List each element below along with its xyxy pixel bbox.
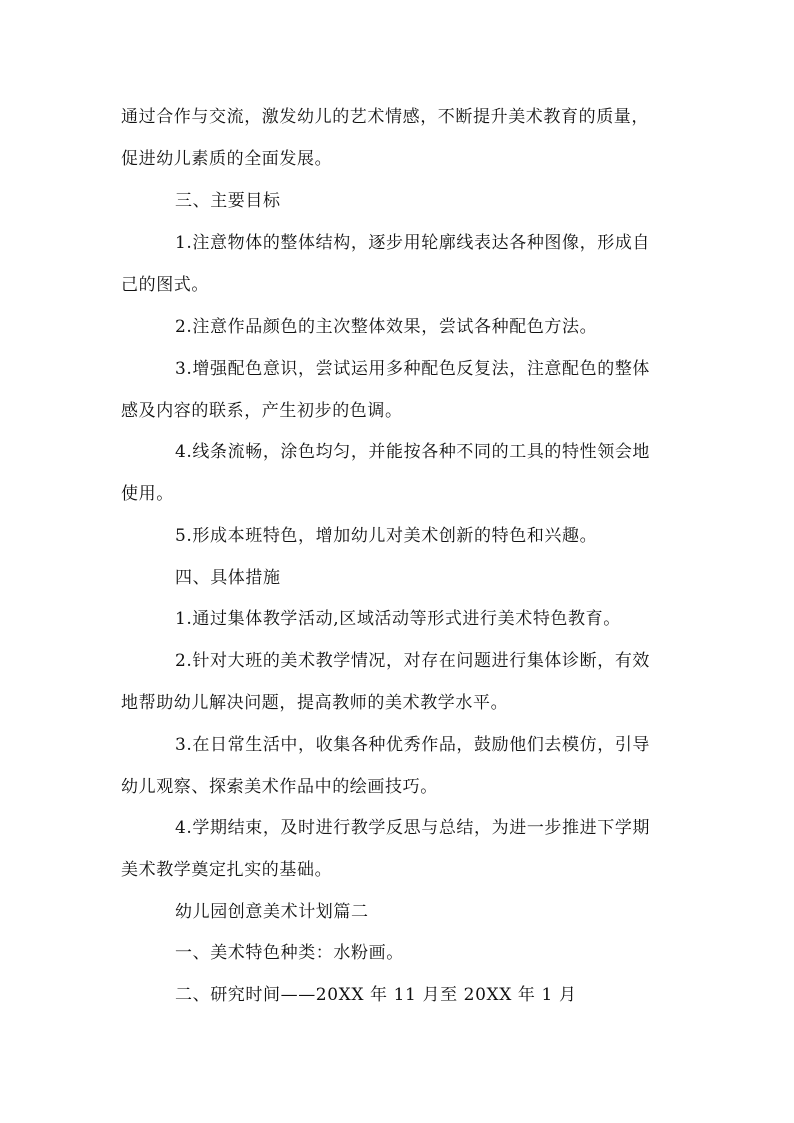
section-heading: 三、主要目标 <box>175 191 281 211</box>
paragraph-line: 己的图式。 <box>121 275 209 295</box>
paragraph-line: 2.针对大班的美术教学情况，对存在问题进行集体诊断，有效 <box>175 651 651 671</box>
paragraph-line: 感及内容的联系，产生初步的色调。 <box>121 401 403 421</box>
paragraph-line: 1.通过集体教学活动,区域活动等形式进行美术特色教育。 <box>175 609 621 629</box>
paragraph-line: 促进幼儿素质的全面发展。 <box>121 149 333 169</box>
paragraph-line: 通过合作与交流，激发幼儿的艺术情感，不断提升美术教育的质量， <box>121 107 649 127</box>
article-title: 幼儿园创意美术计划篇二 <box>175 902 369 922</box>
paragraph-line: 4.学期结束，及时进行教学反思与总结，为进一步推进下学期 <box>175 818 651 838</box>
paragraph-line: 2.注意作品颜色的主次整体效果，尝试各种配色方法。 <box>175 317 598 337</box>
paragraph-line: 地帮助幼儿解决问题，提高教师的美术教学水平。 <box>121 693 509 713</box>
section-heading: 四、具体措施 <box>175 568 281 588</box>
paragraph-line: 4.线条流畅，涂色均匀，并能按各种不同的工具的特性领会地 <box>175 442 651 462</box>
paragraph-line: 美术教学奠定扎实的基础。 <box>121 860 333 880</box>
paragraph-line: 1.注意物体的整体结构，逐步用轮廓线表达各种图像，形成自 <box>175 233 651 253</box>
section-heading: 二、研究时间——20XX 年 11 月至 20XX 年 1 月 <box>175 985 577 1005</box>
section-heading: 一、美术特色种类：水粉画。 <box>175 943 404 963</box>
paragraph-line: 使用。 <box>121 484 174 504</box>
paragraph-line: 幼儿观察、探索美术作品中的绘画技巧。 <box>121 777 438 797</box>
paragraph-line: 3.在日常生活中，收集各种优秀作品，鼓励他们去模仿，引导 <box>175 735 651 755</box>
paragraph-line: 5.形成本班特色，增加幼儿对美术创新的特色和兴趣。 <box>175 526 598 546</box>
paragraph-line: 3.增强配色意识，尝试运用多种配色反复法，注意配色的整体 <box>175 359 651 379</box>
